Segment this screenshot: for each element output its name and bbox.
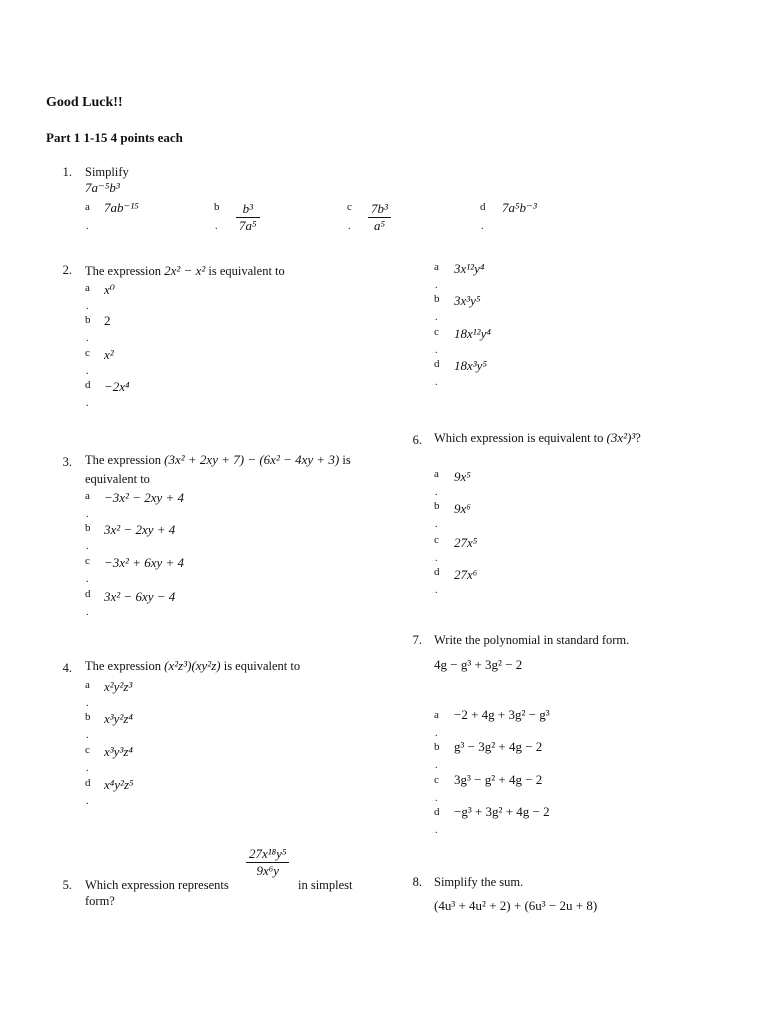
choice-text[interactable]: 9x⁶ xyxy=(454,501,471,516)
choice-dot: . xyxy=(435,312,438,323)
question-prompt-line2: form? xyxy=(85,894,115,908)
question-expression: 7a⁻⁵b³ xyxy=(85,180,120,195)
prompt-text: ? xyxy=(635,431,641,445)
question-number: 6. xyxy=(412,433,422,447)
choice-letter: b xyxy=(85,711,91,723)
choice-letter: a xyxy=(85,679,90,691)
question-prompt-line2: equivalent to xyxy=(85,472,150,486)
question-number: 2. xyxy=(62,263,72,277)
fraction-denominator: a⁵ xyxy=(373,218,385,233)
choice-text[interactable]: x⁴y²z⁵ xyxy=(104,777,134,792)
choice-text[interactable]: x⁰ xyxy=(104,282,115,297)
prompt-text: is xyxy=(342,453,351,467)
choice-text[interactable]: 27x⁶ xyxy=(454,567,478,582)
choice-dot: . xyxy=(435,585,438,596)
question-number: 1. xyxy=(62,165,72,179)
choice-letter: d xyxy=(85,588,91,600)
choice-text[interactable]: 3g³ − g² + 4g − 2 xyxy=(454,772,543,787)
choice-dot: . xyxy=(86,698,89,709)
question-number: 3. xyxy=(62,455,72,469)
choice-fraction[interactable] xyxy=(368,201,391,234)
choice-dot: . xyxy=(435,345,438,356)
choice-text[interactable]: 18x¹²y⁴ xyxy=(454,326,491,341)
choice-dot: . xyxy=(435,760,438,771)
choice-text[interactable]: 3x² − 6xy − 4 xyxy=(104,589,176,604)
choice-dot: . xyxy=(86,796,89,807)
choice-dot: . xyxy=(435,487,438,498)
prompt-text: The expression xyxy=(85,453,162,467)
choice-letter: a xyxy=(85,490,90,502)
prompt-text: The expression xyxy=(85,659,162,673)
choice-text[interactable]: 7ab⁻¹⁵ xyxy=(104,200,139,215)
choice-letter: b xyxy=(214,201,220,213)
choice-text[interactable]: −3x² + 6xy + 4 xyxy=(104,555,185,570)
question-prompt: Write the polynomial in standard form. xyxy=(434,633,630,647)
choice-letter: b xyxy=(85,522,91,534)
choice-letter: c xyxy=(434,774,439,786)
choice-dot: . xyxy=(435,825,438,836)
choice-dot: . xyxy=(481,221,484,232)
question-expression: 2x² − x² xyxy=(164,263,206,278)
question-number: 8. xyxy=(412,875,422,889)
choice-text[interactable]: g³ − 3g² + 4g − 2 xyxy=(454,739,543,754)
question-number: 7. xyxy=(412,633,422,647)
question-expression: (x²z³)(xy²z) xyxy=(164,658,221,673)
choice-text[interactable]: −g³ + 3g² + 4g − 2 xyxy=(454,804,550,819)
question-expression: 4g − g³ + 3g² − 2 xyxy=(434,657,523,672)
question-prompt xyxy=(85,452,351,468)
fraction-numerator: b³ xyxy=(236,201,260,218)
choice-letter: c xyxy=(85,347,90,359)
choice-dot: . xyxy=(435,519,438,530)
choice-letter: b xyxy=(434,500,440,512)
prompt-text: is equivalent to xyxy=(223,659,301,673)
choice-text[interactable]: x³y²z⁴ xyxy=(104,711,133,726)
question-prompt xyxy=(434,430,641,446)
choice-letter: d xyxy=(434,806,440,818)
question-prompt xyxy=(85,658,300,674)
choice-letter: b xyxy=(434,293,440,305)
fraction-denominator: 9x⁶y xyxy=(256,863,280,878)
choice-text[interactable]: 3x¹²y⁴ xyxy=(454,261,485,276)
choice-dot: . xyxy=(86,301,89,312)
choice-letter: a xyxy=(434,261,439,273)
choice-text[interactable]: 9x⁵ xyxy=(454,469,471,484)
choice-text[interactable]: x³y³z⁴ xyxy=(104,744,133,759)
choice-dot: . xyxy=(86,607,89,618)
choice-text[interactable]: −2 + 4g + 3g² − g³ xyxy=(454,707,550,722)
choice-text[interactable]: 3x² − 2xy + 4 xyxy=(104,522,176,537)
choice-letter: a xyxy=(85,201,90,213)
choice-letter: c xyxy=(347,201,352,213)
choice-letter: b xyxy=(434,741,440,753)
choice-text[interactable]: −3x² − 2xy + 4 xyxy=(104,490,185,505)
choice-letter: a xyxy=(434,709,439,721)
choice-dot: . xyxy=(435,728,438,739)
question-expression: (3x²)³ xyxy=(606,430,636,445)
choice-text[interactable]: x²y²z³ xyxy=(104,679,133,694)
choice-dot: . xyxy=(435,377,438,388)
question-expression: (4u³ + 4u² + 2) + (6u³ − 2u + 8) xyxy=(434,898,598,913)
question-prompt: Simplify xyxy=(85,165,129,179)
prompt-text: is equivalent to xyxy=(208,264,285,278)
choice-dot: . xyxy=(435,553,438,564)
choice-text[interactable]: 27x⁵ xyxy=(454,535,478,550)
choice-letter: b xyxy=(85,314,91,326)
fraction-numerator: 7b³ xyxy=(368,201,391,218)
choice-letter: c xyxy=(85,555,90,567)
fraction-numerator: 27x¹⁸y⁵ xyxy=(246,846,289,863)
choice-letter: c xyxy=(434,326,439,338)
question-number: 5. xyxy=(62,878,72,892)
prompt-text: The expression xyxy=(85,264,162,278)
choice-text[interactable]: 2 xyxy=(104,313,111,328)
question-prompt xyxy=(85,263,285,279)
choice-letter: a xyxy=(85,282,90,294)
choice-dot: . xyxy=(86,574,89,585)
choice-dot: . xyxy=(215,221,218,232)
choice-dot: . xyxy=(86,730,89,741)
choice-dot: . xyxy=(86,763,89,774)
choice-text[interactable]: 3x³y⁵ xyxy=(454,293,481,308)
choice-text[interactable]: −2x⁴ xyxy=(104,379,130,394)
choice-dot: . xyxy=(86,398,89,409)
choice-letter: d xyxy=(434,566,440,578)
part-heading: Part 1 1-15 4 points each xyxy=(46,130,183,145)
choice-letter: d xyxy=(85,379,91,391)
prompt-text: Which expression is equivalent to xyxy=(434,431,604,445)
choice-dot: . xyxy=(86,509,89,520)
fraction-denominator: 7a⁵ xyxy=(239,218,257,233)
choice-dot: . xyxy=(86,541,89,552)
question-prompt: Simplify the sum. xyxy=(434,875,524,889)
choice-text[interactable]: 7a⁵b⁻³ xyxy=(502,200,537,215)
choice-dot: . xyxy=(86,366,89,377)
choice-dot: . xyxy=(348,221,351,232)
choice-text[interactable]: x² xyxy=(104,347,114,362)
choice-text[interactable]: 18x³y⁵ xyxy=(454,358,487,373)
choice-letter: a xyxy=(434,468,439,480)
question-number: 4. xyxy=(62,661,72,675)
question-expression: (3x² + 2xy + 7) − (6x² − 4xy + 3) xyxy=(164,452,340,467)
question-prompt: Which expression represents xyxy=(85,878,229,892)
choice-dot: . xyxy=(435,793,438,804)
choice-letter: d xyxy=(480,201,486,213)
question-prompt: in simplest xyxy=(298,878,353,892)
choice-letter: c xyxy=(434,534,439,546)
page-title: Good Luck!! xyxy=(46,95,123,110)
choice-dot: . xyxy=(86,221,89,232)
choice-dot: . xyxy=(435,280,438,291)
choice-letter: d xyxy=(85,777,91,789)
choice-letter: d xyxy=(434,358,440,370)
choice-dot: . xyxy=(86,333,89,344)
question-fraction xyxy=(246,846,289,879)
choice-fraction[interactable] xyxy=(236,201,260,234)
choice-letter: c xyxy=(85,744,90,756)
